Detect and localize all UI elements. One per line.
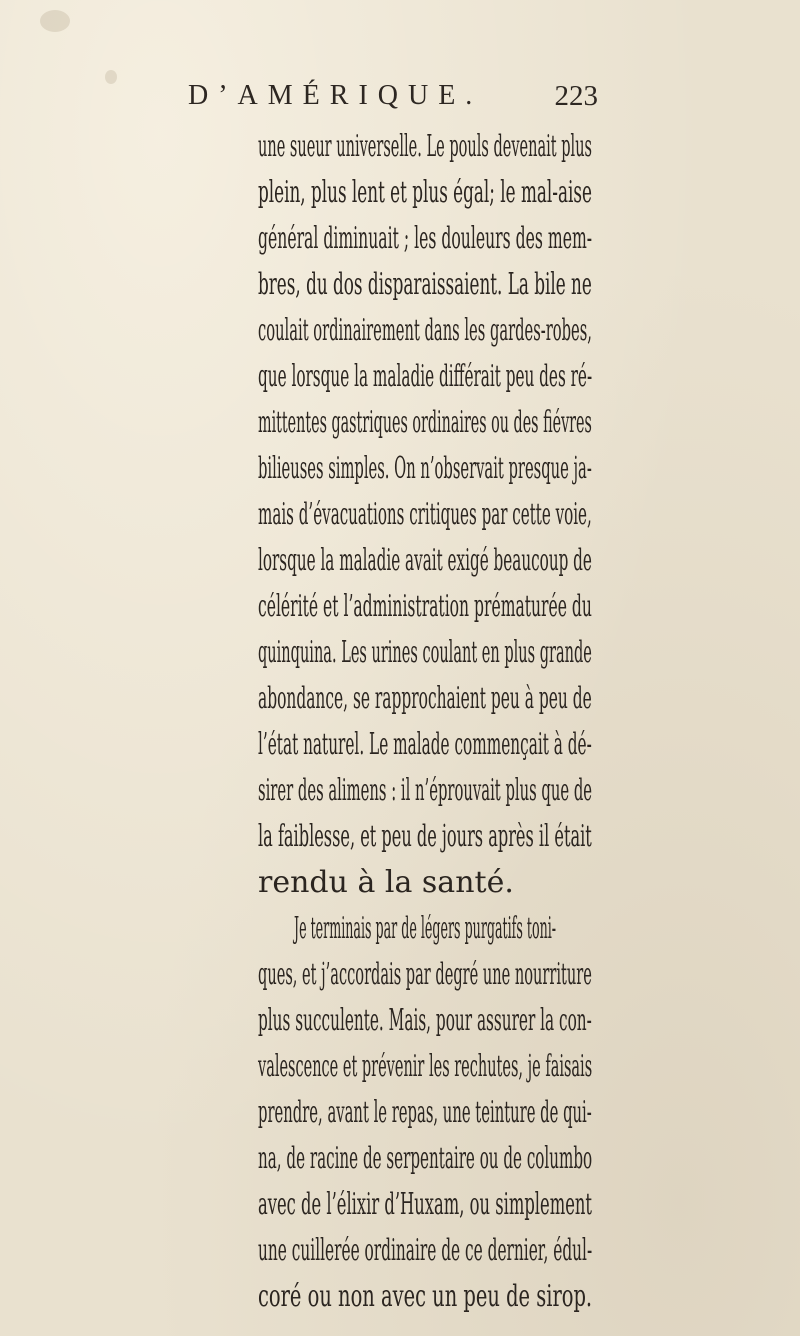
text-line: l’état naturel. Le malade commençait à dé- [258, 727, 592, 762]
text-line: bilieuses simples. On n’observait presque ja- [258, 451, 592, 486]
text-line: ques, et j’accordais par degré une nourriture [258, 957, 592, 992]
text-line: plus succulente. Mais, pour assurer la con- [258, 1003, 592, 1038]
text-line: abondance, se rapprochaient peu à peu de [258, 681, 592, 716]
text-line: une sueur universelle. Le pouls devenait plus [258, 129, 593, 164]
text-line: prendre, avant le repas, une teinture de qui- [258, 1095, 592, 1130]
text-line: plein, plus lent et plus égal; le mal-aise [258, 175, 592, 210]
text-line: quinquina. Les urines coulant en plus grande [258, 635, 592, 670]
paper-stain [40, 10, 70, 32]
text-line: avec de l’élixir d’Huxam, ou simplement [258, 1187, 592, 1222]
running-title: D’AMÉRIQUE. [188, 80, 483, 111]
page-number: 223 [554, 80, 598, 112]
text-line: coulait ordinairement dans les gardes-robes, [258, 313, 592, 348]
text-line: coré ou non avec un peu de sirop. [258, 1279, 593, 1314]
text-line: la faiblesse, et peu de jours après il était [258, 819, 592, 854]
text-line: bres, du dos disparaissaient. La bile ne [258, 267, 592, 302]
text-line: célérité et l’administration prématurée du [258, 589, 592, 624]
text-line: rendu à la santé. [258, 865, 514, 900]
text-line: na, de racine de serpentaire ou de columbo [258, 1141, 593, 1176]
text-line: sirer des alimens : il n’éprouvait plus que de [258, 773, 593, 808]
paper-stain [105, 70, 117, 84]
text-line: Je terminais par de légers purgatifs toni- [294, 911, 557, 946]
text-line: mittentes gastriques ordinaires ou des fiévres [258, 405, 592, 440]
text-line: valescence et prévenir les rechutes, je faisais [258, 1049, 593, 1084]
text-line: lorsque la maladie avait exigé beaucoup de [258, 543, 592, 578]
text-line: une cuillerée ordinaire de ce dernier, édul- [258, 1233, 593, 1268]
text-line: que lorsque la maladie différait peu des ré- [258, 359, 593, 394]
running-head [188, 80, 598, 120]
text-line: général diminuait ; les douleurs des mem- [258, 221, 593, 256]
text-line: mais d’évacuations critiques par cette voie, [258, 497, 592, 532]
